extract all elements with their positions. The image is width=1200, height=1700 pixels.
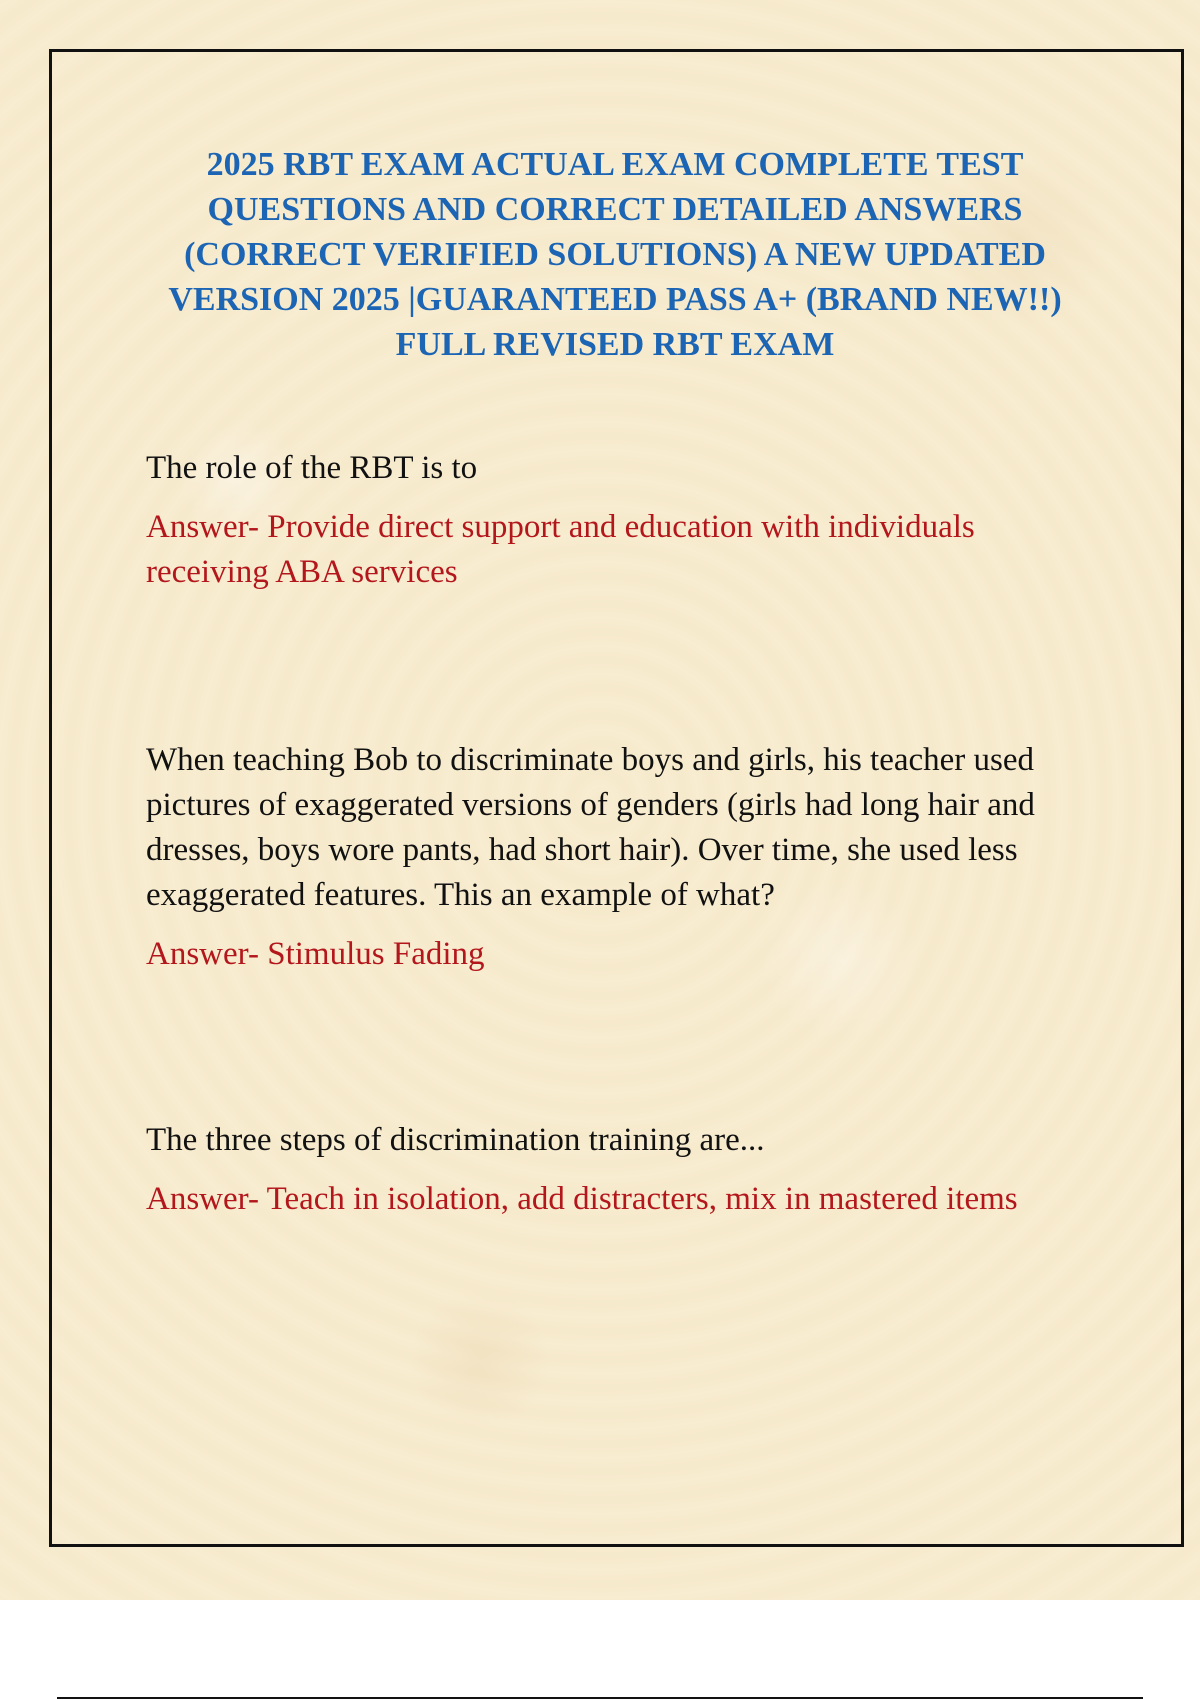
answer-text: Answer- Provide direct support and education with individuals receiving ABA services xyxy=(146,509,975,590)
footer-divider xyxy=(57,1697,1143,1699)
answer-text: Answer- Teach in isolation, add distracters, mix in mastered items xyxy=(146,1181,1018,1217)
qa-item xyxy=(146,446,1086,595)
question-text: When teaching Bob to discriminate boys and girls, his teacher used pictures of exaggerated versions of genders (girls had long hair and dresses, boys wore pants, had short hair). Over time, she used less exaggerated features. This an example of what? xyxy=(146,742,1035,913)
answer-text: Answer- Stimulus Fading xyxy=(146,936,485,972)
document-title: 2025 RBT EXAM ACTUAL EXAM COMPLETE TEST QUESTIONS AND CORRECT DETAILED ANSWERS (CORRECT VERIFIED SOLUTIONS) A NEW UPDATED VERSION 2025 |GUARANTEED PASS A+ (BRAND NEW!!) FULL REVISED RBT EXAM xyxy=(168,146,1062,363)
question-text: The three steps of discrimination training are... xyxy=(146,1122,765,1158)
qa-item xyxy=(146,1118,1086,1222)
question-text: The role of the RBT is to xyxy=(146,450,478,486)
qa-item xyxy=(146,738,1086,977)
